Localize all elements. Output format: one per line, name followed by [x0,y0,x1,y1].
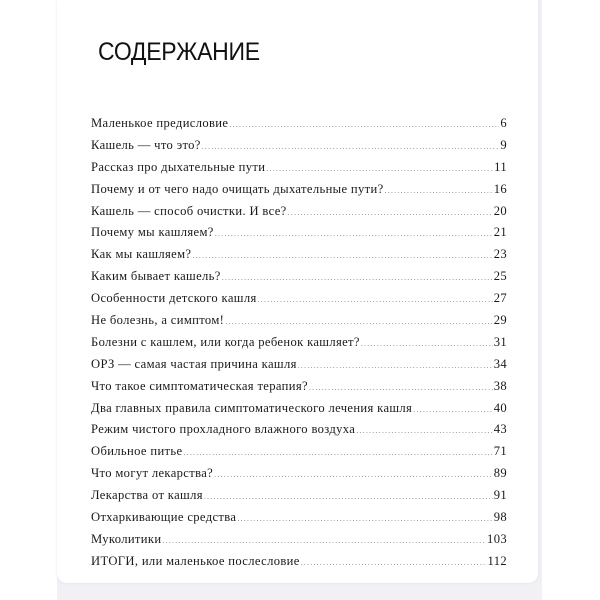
toc-entry[interactable] [91,510,507,532]
toc-entry[interactable] [91,138,507,160]
toc-entry-label: Муколитики [91,531,162,546]
dot-leader [214,470,493,479]
dot-leader [288,208,493,217]
toc-entry-label: Кашель — способ очистки. И все? [91,203,287,218]
dot-leader [202,142,500,151]
toc-entry[interactable] [91,488,507,510]
toc-entry-page: 38 [493,378,507,393]
toc-entry-page: 31 [493,334,507,349]
dot-leader [222,273,493,282]
toc-entry[interactable] [91,160,507,182]
dot-leader [356,426,492,435]
dot-leader [237,514,492,523]
toc-entry[interactable] [91,532,507,554]
toc-entry[interactable] [91,422,507,444]
toc-entry[interactable] [91,225,507,247]
dot-leader [266,164,493,173]
page-title: СОДЕРЖАНИЕ [98,38,260,66]
toc-entry[interactable] [91,291,507,313]
toc-entry-page: 6 [500,116,507,130]
toc-entry[interactable] [91,116,507,138]
toc-entry-page: 43 [493,422,507,437]
dot-leader [258,295,493,304]
dot-leader [413,405,492,414]
toc-entry[interactable] [91,269,507,291]
toc-entry-page: 40 [493,400,507,415]
toc-entry[interactable] [91,444,507,466]
dot-leader [215,229,493,238]
table-of-contents [91,116,507,576]
toc-entry[interactable] [91,313,507,335]
toc-entry-label: ОРЗ — самая частая причина кашля [91,356,297,371]
toc-entry-label: Каким бывает кашель? [91,269,221,284]
toc-entry[interactable] [91,554,507,576]
dot-leader [183,448,492,457]
dot-leader [192,251,492,260]
toc-entry-label: Что такое симптоматическая терапия? [91,378,308,393]
toc-entry-page: 91 [493,488,507,503]
dot-leader [162,536,486,545]
toc-entry-label: Маленькое предисловие [91,116,229,130]
toc-entry-page: 25 [493,269,507,284]
toc-entry-label: Лекарства от кашля [91,488,203,503]
dot-leader [225,317,493,326]
toc-entry-label: Что могут лекарства? [91,466,214,481]
toc-entry-label: Режим чистого прохладного влажного воздуха [91,422,356,437]
toc-entry-page: 16 [493,181,507,196]
dot-leader [298,361,493,370]
toc-entry-label: Почему и от чего надо очищать дыхательные пути? [91,181,384,196]
dot-leader [361,339,493,348]
toc-entry-label: Как мы кашляем? [91,247,192,262]
toc-entry-page: 27 [493,291,507,306]
toc-entry-page: 29 [493,313,507,328]
dot-leader [301,558,487,567]
toc-entry-label: Болезни с кашлем, или когда ребенок кашляет? [91,334,360,349]
toc-entry-page: 34 [493,356,507,371]
toc-entry-page: 21 [493,225,507,240]
toc-entry[interactable] [91,379,507,401]
toc-entry-label: ИТОГИ, или маленькое послесловие [91,553,300,568]
toc-entry-page: 98 [493,510,507,525]
toc-entry-page: 9 [500,137,507,152]
toc-entry[interactable] [91,466,507,488]
toc-entry[interactable] [91,401,507,423]
toc-entry[interactable] [91,247,507,269]
toc-entry-label: Рассказ про дыхательные пути [91,159,266,174]
dot-leader [309,383,493,392]
toc-entry-label: Кашель — что это? [91,137,201,152]
toc-entry-label: Обильное питье [91,444,183,459]
dot-leader [204,492,493,501]
toc-entry-page: 71 [493,444,507,459]
toc-entry[interactable] [91,335,507,357]
toc-entry-page: 23 [493,247,507,262]
toc-entry-page: 11 [494,159,507,174]
toc-entry-label: Не болезнь, а симптом! [91,313,225,328]
toc-entry-page: 20 [493,203,507,218]
toc-entry-label: Особенности детского кашля [91,291,257,306]
toc-entry[interactable] [91,182,507,204]
toc-entry-page: 112 [487,553,507,568]
dot-leader [385,186,493,195]
toc-entry[interactable] [91,204,507,226]
toc-entry-label: Отхаркивающие средства [91,510,237,525]
dot-leader [229,120,499,129]
toc-entry-label: Почему мы кашляем? [91,225,214,240]
toc-entry-page: 89 [493,466,507,481]
toc-entry-label: Два главных правила симптоматического лечения кашля [91,400,413,415]
toc-entry[interactable] [91,357,507,379]
toc-entry-page: 103 [487,531,507,546]
